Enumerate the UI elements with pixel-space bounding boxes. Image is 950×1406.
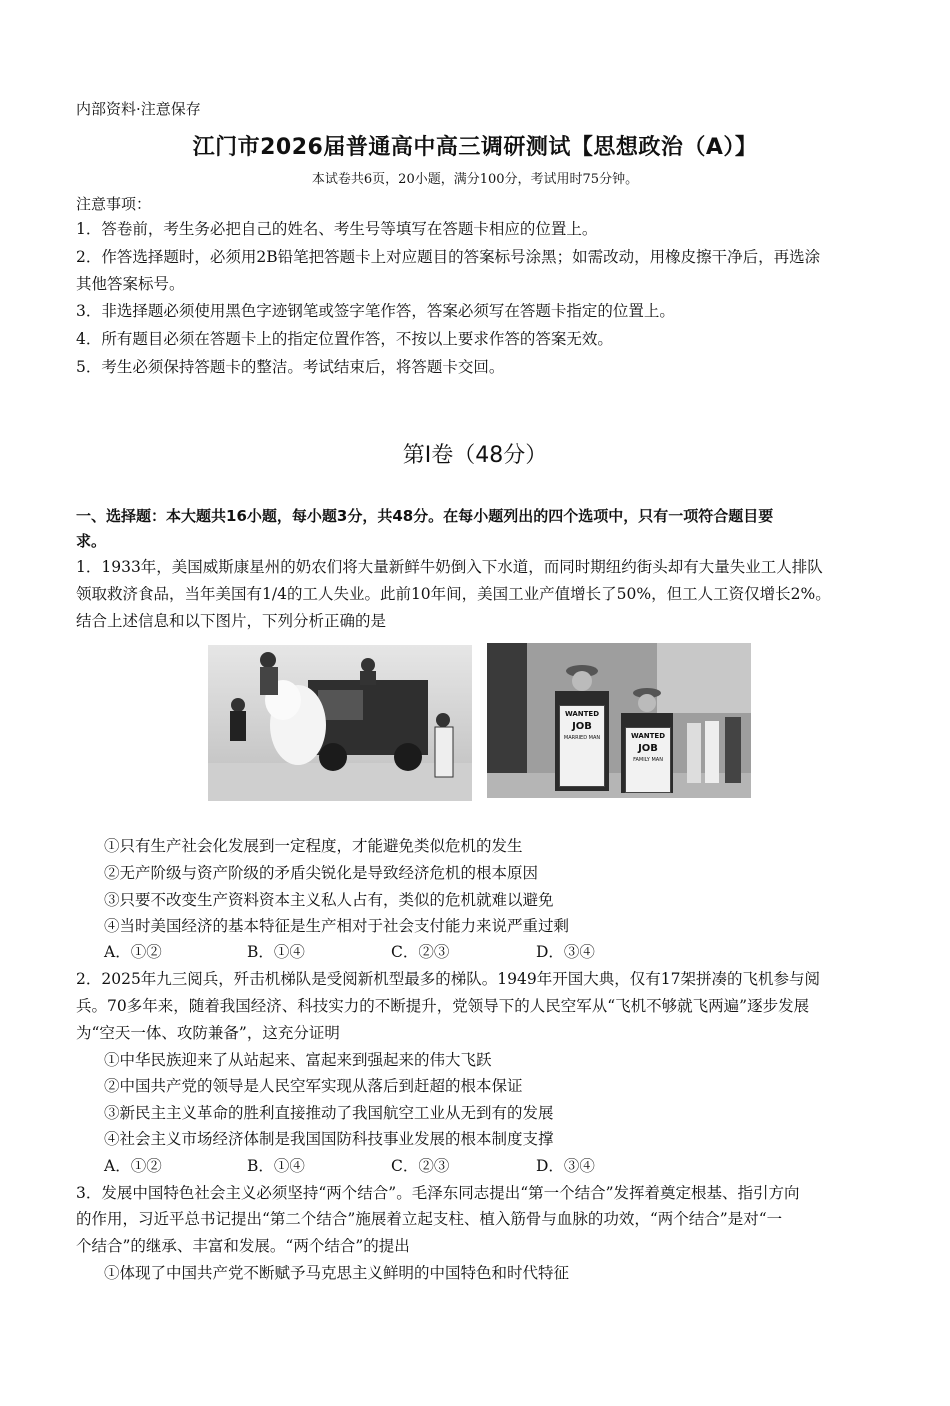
q1-option: ③只要不改变生产资料资本主义私人占有，类似的危机就难以避免 xyxy=(104,891,554,909)
sign-right-line: WANTED xyxy=(630,732,666,740)
q1-answer-a: A．①② xyxy=(104,943,162,961)
q2-answer-c: C．②③ xyxy=(391,1157,450,1175)
sign-right-line: FAMILY MAN xyxy=(633,757,663,763)
q1-option: ①只有生产社会化发展到一定程度，才能避免类似危机的发生 xyxy=(104,837,523,855)
sign-right xyxy=(625,727,671,793)
part-heading: 一、选择题：本大题共16小题，每小题3分，共48分。在每小题列出的四个选项中，只有一项符合题目要 xyxy=(76,507,774,525)
q2-answer-d: D．③④ xyxy=(536,1157,595,1175)
q1-stem: 结合上述信息和以下图片，下列分析正确的是 xyxy=(76,612,387,630)
q2-stem: 2．2025年九三阅兵，歼击机梯队是受阅新机型最多的梯队。1949年开国大典，仅有17架拼凑的飞机参与阅 xyxy=(76,970,820,988)
note-item: 2．作答选择题时，必须用2B铅笔把答题卡上对应题目的答案标号涂黑；如需改动，用橡皮擦干净后，再选涂 xyxy=(76,248,821,266)
note-item: 5．考生必须保持答题卡的整洁。考试结束后，将答题卡交回。 xyxy=(76,358,505,376)
header-note: 内部资料·注意保存 xyxy=(76,100,201,118)
q1-answer-d: D．③④ xyxy=(536,943,595,961)
q1-option: ②无产阶级与资产阶级的矛盾尖锐化是导致经济危机的根本原因 xyxy=(104,864,539,882)
q1-stem: 领取救济食品，当年美国有1/4的工人失业。此前10年间，美国工业产值增长了50%，但工人工资仅增长2%。 xyxy=(76,585,831,603)
photo-milk-dumping xyxy=(208,645,472,801)
q2-option: ①中华民族迎来了从站起来、富起来到强起来的伟大飞跃 xyxy=(104,1051,492,1069)
q2-option: ③新民主主义革命的胜利直接推动了我国航空工业从无到有的发展 xyxy=(104,1104,554,1122)
q1-answer-c: C．②③ xyxy=(391,943,450,961)
q3-stem: 的作用，习近平总书记提出“第二个结合”施展着立起支柱、植入筋骨与血脉的功效，“两个结合”是对“一 xyxy=(76,1210,783,1228)
sign-left-line: JOB xyxy=(572,721,592,732)
exam-subtitle: 本试卷共6页，20小题，满分100分，考试用时75分钟。 xyxy=(311,172,639,187)
q2-stem: 兵。70多年来，随着我国经济、科技实力的不断提升，党领导下的人民空军从“飞机不够就飞两遍”逐步发展 xyxy=(76,997,810,1015)
note-item: 其他答案标号。 xyxy=(76,275,185,293)
sign-left-line: MARRIED MAN xyxy=(563,735,601,741)
q2-option: ②中国共产党的领导是人民空军实现从落后到赶超的根本保证 xyxy=(104,1077,523,1095)
sign-left xyxy=(559,705,605,787)
q1-option: ④当时美国经济的基本特征是生产相对于社会支付能力来说严重过剩 xyxy=(104,917,570,935)
q2-option: ④社会主义市场经济体制是我国国防科技事业发展的根本制度支撑 xyxy=(104,1130,554,1148)
note-item: 3．非选择题必须使用黑色字迹钢笔或签字笔作答，答案必须写在答题卡指定的位置上。 xyxy=(76,302,675,320)
q3-stem: 3．发展中国特色社会主义必须坚持“两个结合”。毛泽东同志提出“第一个结合”发挥着奠定根基、指引方向 xyxy=(76,1184,800,1202)
exam-title: 江门市2026届普通高中高三调研测试【思想政治（A）】 xyxy=(192,135,758,160)
q2-stem: 为“空天一体、攻防兼备”，这充分证明 xyxy=(76,1024,340,1042)
sign-left-line: WANTED xyxy=(564,710,600,718)
note-item: 4．所有题目必须在答题卡上的指定位置作答，不按以上要求作答的答案无效。 xyxy=(76,330,613,348)
notes-title: 注意事项： xyxy=(76,195,152,213)
q1-answer-b: B．①④ xyxy=(247,943,305,961)
part-heading-cont: 求。 xyxy=(76,532,107,550)
q1-stem: 1．1933年，美国威斯康星州的奶农们将大量新鲜牛奶倒入下水道，而同时期纽约街头却有大量失业工人排队 xyxy=(76,558,823,576)
q3-option: ①体现了中国共产党不断赋予马克思主义鲜明的中国特色和时代特征 xyxy=(104,1264,570,1282)
q2-answer-b: B．①④ xyxy=(247,1157,305,1175)
photo-unemployed-workers-illustration xyxy=(487,643,751,798)
q2-answer-a: A．①② xyxy=(104,1157,162,1175)
photo-milk-dumping-illustration xyxy=(208,645,472,801)
note-item: 1．答卷前，考生务必把自己的姓名、考生号等填写在答题卡相应的位置上。 xyxy=(76,220,598,238)
photo-unemployed-workers xyxy=(487,643,751,798)
section-title: 第Ⅰ卷（48分） xyxy=(402,443,548,468)
sign-right-line: JOB xyxy=(638,743,658,754)
q3-stem: 个结合”的继承、丰富和发展。“两个结合”的提出 xyxy=(76,1237,410,1255)
